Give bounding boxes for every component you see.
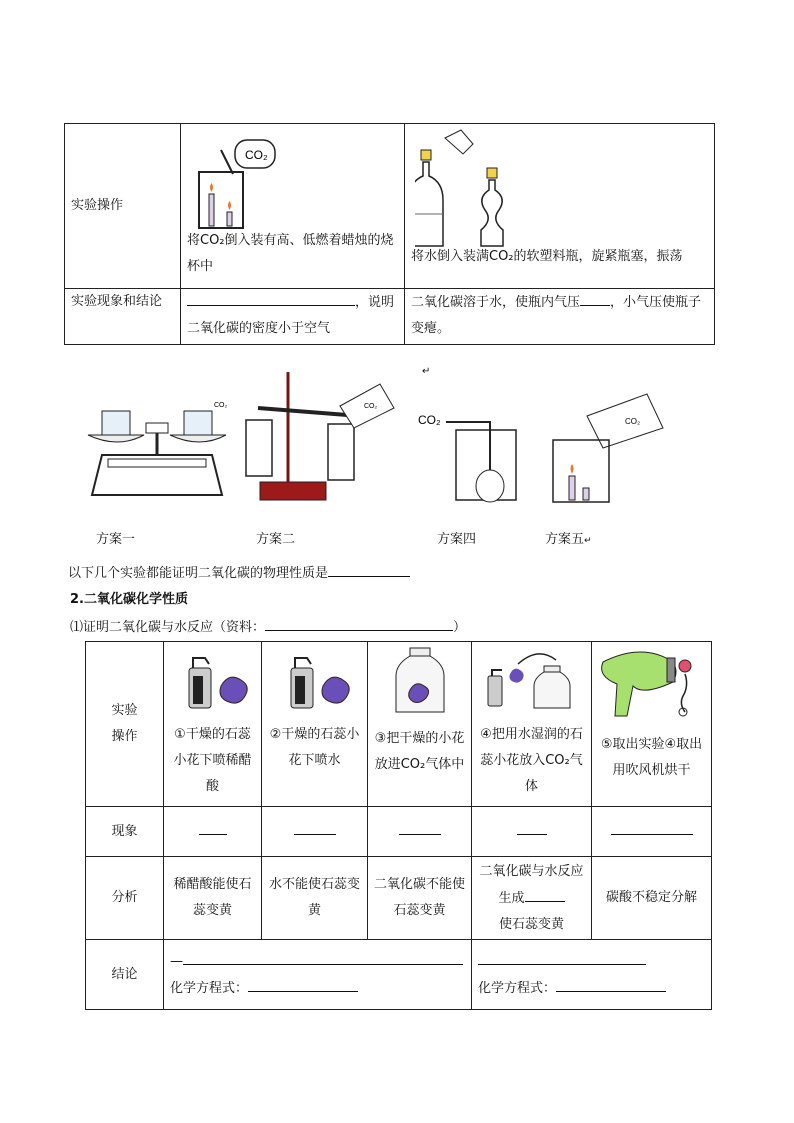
scheme1-balance-figure [78,395,236,505]
experiment-table-chemical [85,641,712,1010]
question-physical-property: 以下几个实验都能证明二氧化碳的物理性质是 [68,560,410,581]
phen-cell-1 [164,807,262,857]
op-cell-4: ④把用水湿润的石蕊小花放入CO₂气体 [472,642,592,807]
return-mark: ↵ [422,366,431,377]
exp2-conclusion-cell: 二氧化碳溶于水，使瓶内气压 ，小气压使瓶子变瘪。 [405,289,715,345]
physical-property-blank[interactable] [328,560,410,577]
scheme4-caption: 方案四 [437,532,477,547]
phen-blank-3[interactable] [399,818,441,835]
wet-flower-jar-figure [482,646,582,712]
jar-flower-figure [380,646,460,716]
phen-cell-3 [368,807,472,857]
phen-cell-4 [472,807,592,857]
co2-bubble-label: CO₂ [245,148,268,162]
hair-dryer-figure [597,646,707,722]
scheme4-figure [416,400,526,505]
section2-title: 2.二氧化碳化学性质 [70,592,188,607]
phen-blank-2[interactable] [294,818,336,835]
spray-flower-figure-1 [173,646,253,712]
phen-blank-5[interactable] [611,818,693,835]
phen-cell-5 [592,807,712,857]
op-cell-1: ①干燥的石蕊小花下喷稀醋酸 [164,642,262,807]
exp2-operation-cell [405,124,715,289]
equation-blank-left[interactable] [248,975,358,992]
equation-blank-right[interactable] [556,975,666,992]
conclusion-cell-right: 化学方程式： [472,940,712,1010]
co2-scheme5-label: CO₂ [625,417,641,426]
exp1-conclusion-cell: ，说明二氧化碳的密度小于空气 [181,289,405,345]
analysis-cell-5: 碳酸不稳定分解 [592,857,712,940]
analysis-cell-3: 二氧化碳不能使石蕊变黄 [368,857,472,940]
conclusion-blank-right[interactable] [478,948,646,965]
scheme5-caption: 方案五↵ [545,532,592,547]
conclusion-row-label: 结论 [86,940,164,1010]
bottle-figure [415,128,555,252]
exp1-answer-blank[interactable] [187,289,355,306]
analysis-row-label: 分析 [86,857,164,940]
analysis-blank-4[interactable] [525,885,565,902]
analysis-cell-1: 稀醋酸能使石蕊变黄 [164,857,262,940]
sub1-heading: ⑴证明二氧化碳与水反应（资料： ） [70,614,466,635]
co2-scheme4-label: CO₂ [418,413,441,427]
op-cell-5: ⑤取出实验④取出用吹风机烘干 [592,642,712,807]
analysis-cell-4: 二氧化碳与水反应生成 使石蕊变黄 [472,857,592,940]
row-label-result: 实验现象和结论 [65,289,181,345]
phen-blank-4[interactable] [517,818,547,835]
exp2-operation-text: 将水倒入装满CO₂的软塑料瓶，旋紧瓶塞，振荡 [411,249,683,264]
scheme2-stand-figure [240,370,395,505]
op-row-label: 实验操作 [86,642,164,807]
co2-balance-label: CO₂ [214,402,228,409]
row-label-operation: 实验操作 [65,124,181,289]
exp1-operation-text: 将CO₂倒入装有高、低燃着蜡烛的烧杯中 [187,233,394,274]
phen-blank-1[interactable] [199,818,227,835]
co2-stand-label: CO₂ [364,403,378,410]
analysis-cell-2: 水不能使石蕊变黄 [262,857,368,940]
experiment-table-physical [64,123,715,345]
scheme2-caption: 方案二 [256,532,296,547]
op-cell-2: ②干燥的石蕊小花下喷水 [262,642,368,807]
scheme1-caption: 方案一 [96,532,136,547]
exp1-operation-cell [181,124,405,289]
scheme5-figure [545,392,665,507]
spray-flower-figure-2 [275,646,355,712]
phen-cell-2 [262,807,368,857]
reference-blank[interactable] [265,614,453,631]
phen-row-label: 现象 [86,807,164,857]
conclusion-blank-left[interactable] [183,948,463,965]
op-cell-3: ③把干燥的小花放进CO₂气体中 [368,642,472,807]
exp2-answer-blank[interactable] [580,289,610,306]
conclusion-cell-left: — 化学方程式： [164,940,472,1010]
candle-beaker-figure [191,132,291,232]
